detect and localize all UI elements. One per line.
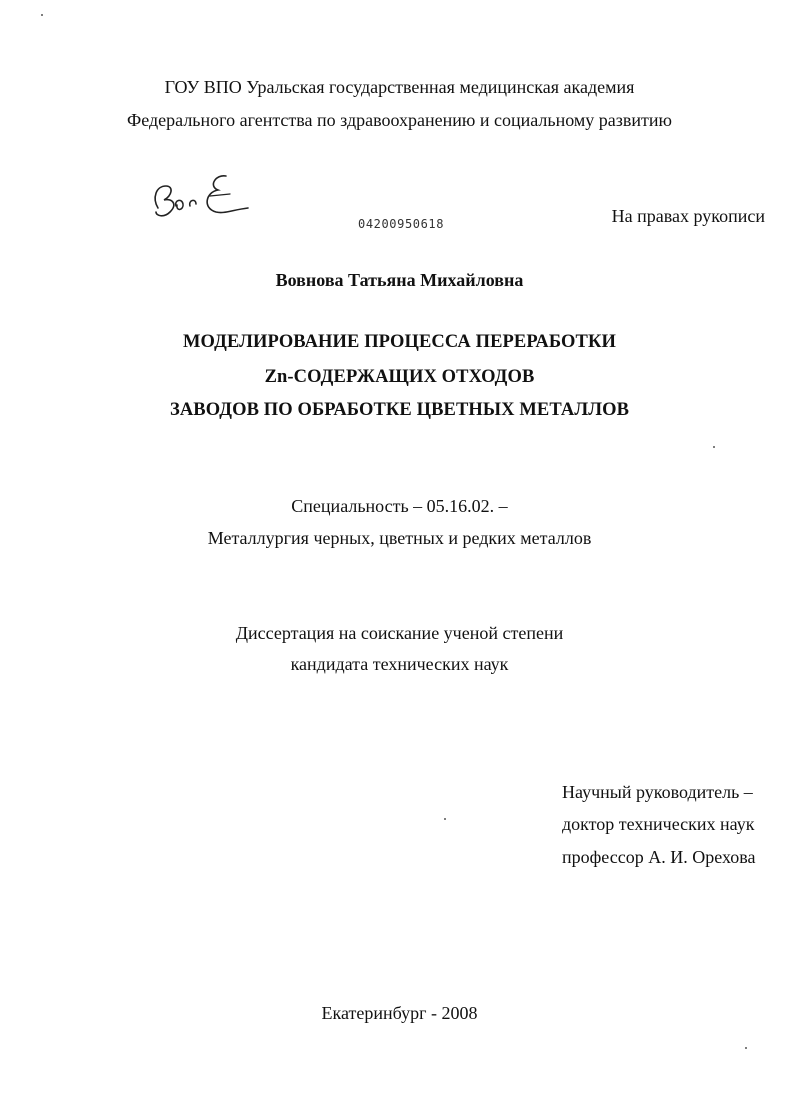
scan-speck	[745, 1047, 747, 1049]
scan-speck	[713, 446, 715, 448]
rights-note: На правах рукописи	[611, 206, 765, 226]
scan-speck	[41, 14, 43, 16]
title-line-2: Zn-СОДЕРЖАЩИХ ОТХОДОВ	[264, 367, 535, 387]
signature-icon	[150, 172, 255, 230]
dissertation-line-1: Диссертация на соискание ученой степени	[235, 623, 564, 643]
institution-line-1: ГОУ ВПО Уральская государственная медицинская академия	[164, 77, 635, 97]
specialty-line-1: Специальность – 05.16.02. –	[291, 496, 508, 516]
scan-speck	[444, 818, 446, 820]
supervisor-line-2: доктор технических наук	[562, 814, 755, 834]
archive-number: 04200950618	[358, 217, 445, 231]
dissertation-line-2: кандидата технических наук	[290, 654, 509, 674]
title-line-3: ЗАВОДОВ ПО ОБРАБОТКЕ ЦВЕТНЫХ МЕТАЛЛОВ	[169, 400, 630, 420]
supervisor-line-3: профессор А. И. Орехова	[562, 847, 756, 867]
place-year: Екатеринбург - 2008	[321, 1003, 478, 1023]
supervisor-line-1: Научный руководитель –	[562, 782, 753, 802]
title-line-1: МОДЕЛИРОВАНИЕ ПРОЦЕССА ПЕРЕРАБОТКИ	[183, 332, 616, 352]
specialty-line-2: Металлургия черных, цветных и редких металлов	[207, 528, 592, 548]
institution-line-2: Федерального агентства по здравоохранению и социальному развитию	[127, 110, 672, 130]
author-name: Вовнова Татьяна Михайловна	[275, 270, 524, 290]
